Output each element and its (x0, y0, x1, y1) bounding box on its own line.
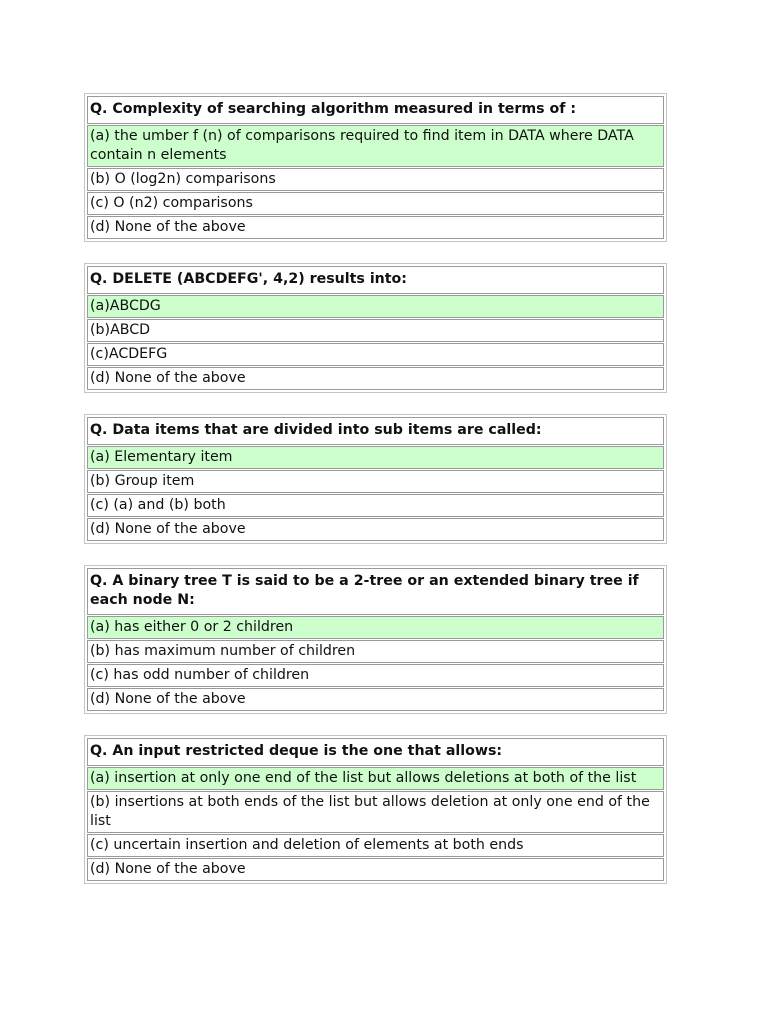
answer-option-d[interactable]: (d) None of the above (87, 688, 664, 711)
question-block-1 (84, 93, 667, 242)
answer-option-a[interactable]: (a) insertion at only one end of the list but allows deletions at both of the list (87, 767, 664, 790)
question-block-5 (84, 735, 667, 884)
answer-option-b[interactable]: (b) Group item (87, 470, 664, 493)
answer-option-d[interactable]: (d) None of the above (87, 367, 664, 390)
answer-option-d[interactable]: (d) None of the above (87, 858, 664, 881)
question-block-3 (84, 414, 667, 544)
question-block-4 (84, 565, 667, 714)
question-text: Q. A binary tree T is said to be a 2-tree or an extended binary tree if each node N: (87, 568, 664, 615)
answer-option-a[interactable]: (a)ABCDG (87, 295, 664, 318)
answer-option-b[interactable]: (b) insertions at both ends of the list but allows deletion at only one end of the list (87, 791, 664, 833)
question-text: Q. Data items that are divided into sub items are called: (87, 417, 664, 445)
question-text: Q. An input restricted deque is the one that allows: (87, 738, 664, 766)
answer-option-c[interactable]: (c) O (n2) comparisons (87, 192, 664, 215)
answer-option-c[interactable]: (c) (a) and (b) both (87, 494, 664, 517)
question-block-2 (84, 263, 667, 393)
answer-option-b[interactable]: (b) has maximum number of children (87, 640, 664, 663)
answer-option-b[interactable]: (b) O (log2n) comparisons (87, 168, 664, 191)
answer-option-a[interactable]: (a) Elementary item (87, 446, 664, 469)
answer-option-b[interactable]: (b)ABCD (87, 319, 664, 342)
answer-option-c[interactable]: (c)ACDEFG (87, 343, 664, 366)
answer-option-c[interactable]: (c) uncertain insertion and deletion of elements at both ends (87, 834, 664, 857)
answer-option-c[interactable]: (c) has odd number of children (87, 664, 664, 687)
question-text: Q. Complexity of searching algorithm measured in terms of : (87, 96, 664, 124)
answer-option-d[interactable]: (d) None of the above (87, 518, 664, 541)
question-text: Q. DELETE (ABCDEFG', 4,2) results into: (87, 266, 664, 294)
answer-option-d[interactable]: (d) None of the above (87, 216, 664, 239)
answer-option-a[interactable]: (a) the umber f (n) of comparisons required to find item in DATA where DATA contain n elements (87, 125, 664, 167)
answer-option-a[interactable]: (a) has either 0 or 2 children (87, 616, 664, 639)
